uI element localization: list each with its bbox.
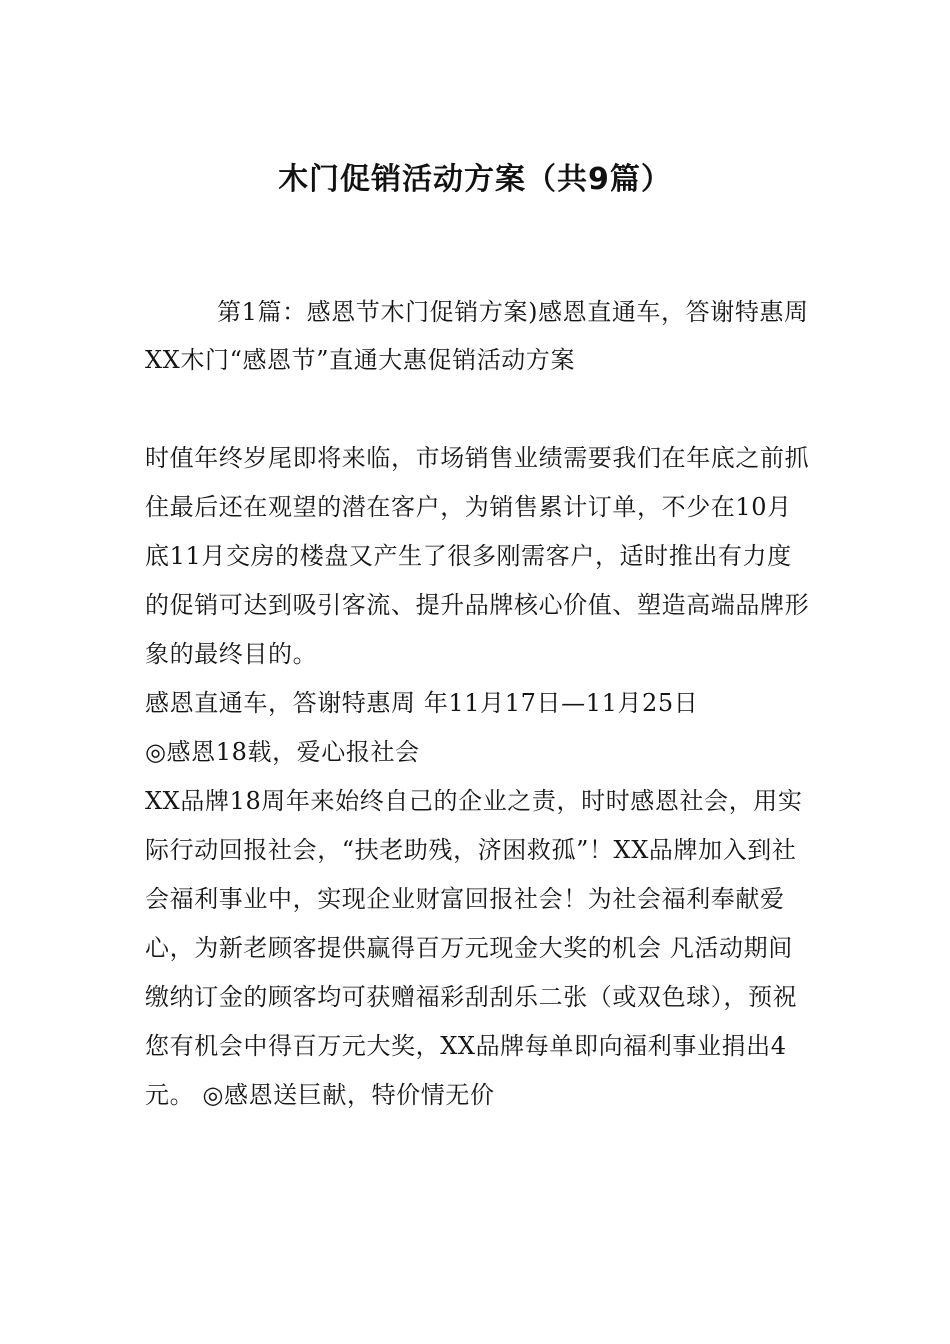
document-title: 木门促销活动方案（共9篇） — [278, 162, 672, 197]
document-body — [145, 288, 810, 1120]
chapter-heading: 第1篇：感恩节木门促销方案)感恩直通车，答谢特惠周 — [217, 298, 809, 326]
paragraph-gap — [145, 385, 810, 434]
intro-paragraph: 时值年终岁尾即将来临，市场销售业绩需要我们在年底之前抓住最后还在观望的潜在客户，为销售累计订单，不少在10月底11月交房的楼盘又产生了很多刚需客户，适时推出有力度的促销可达到吸引客流、提升品牌核心价值、塑造高端品牌形象的最终目的。 — [145, 444, 810, 668]
section-heading: ◎感恩18载，爱心报社会 — [145, 738, 420, 766]
activity-theme-line: 感恩直通车，答谢特惠周 年11月17日—11月25日 — [145, 689, 699, 717]
plan-subtitle: XX木门“感恩节”直通大惠促销活动方案 — [145, 346, 576, 374]
charity-paragraph: XX品牌18周年来始终自己的企业之责，时时感恩社会，用实际行动回报社会，“扶老助残，济困救孤”！XX品牌加入到社会福利事业中，实现企业财富回报社会！为社会福利奉献爱心，为新老顾客提供赢得百万元现金大奖的机会 凡活动期间缴纳订金的顾客均可获赠福彩刮刮乐二张（或双色球），预祝您有机会中得百万元大奖，XX品牌每单即向福利事业捐出4元。 ◎感恩送巨献，特价情无价 — [145, 787, 803, 1109]
